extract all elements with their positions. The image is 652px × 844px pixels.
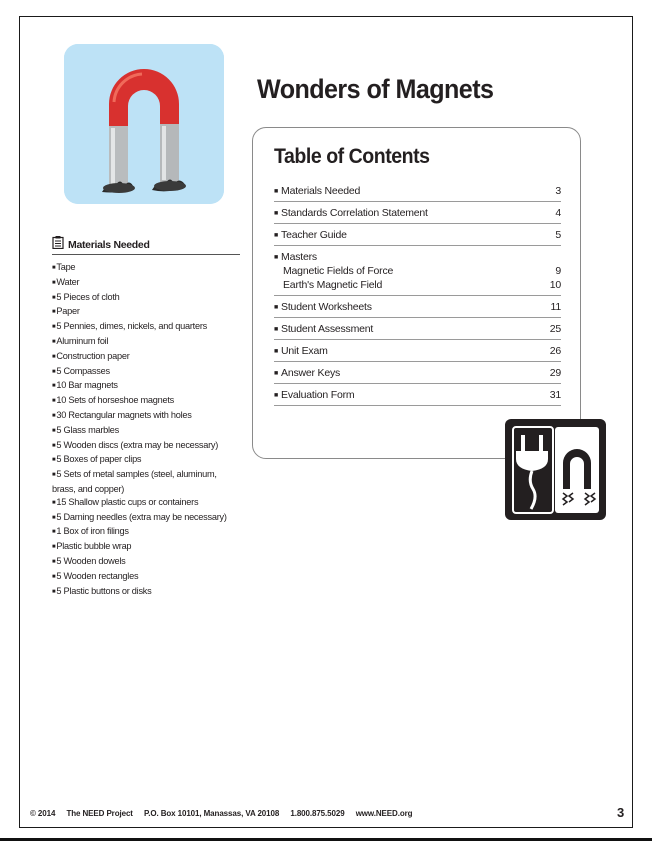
bullet-icon: ■	[274, 210, 279, 217]
toc-entry-label: Teacher Guide	[281, 229, 347, 241]
page-number: 3	[617, 805, 625, 820]
toc-entry[interactable]	[274, 366, 561, 384]
bullet-icon: ■	[52, 544, 56, 551]
materials-item-text: Paper	[56, 306, 80, 317]
bullet-icon: ■	[274, 304, 279, 311]
materials-section	[52, 237, 240, 599]
materials-item-text: Construction paper	[56, 350, 130, 361]
materials-list-item	[52, 453, 240, 468]
materials-item-text: 5 Pieces of cloth	[56, 291, 120, 302]
materials-item-text: 5 Boxes of paper clips	[56, 454, 142, 465]
footer	[30, 809, 421, 818]
toc-entry-label: Masters	[281, 251, 317, 263]
bullet-icon: ■	[52, 457, 56, 464]
horseshoe-magnet-icon	[64, 44, 224, 204]
footer-website-link[interactable]: www.NEED.org	[355, 809, 413, 818]
toc-entry[interactable]	[274, 184, 561, 202]
materials-item-text: Aluminum foil	[56, 335, 109, 346]
toc-entry[interactable]	[274, 206, 561, 224]
footer-copyright: © 2014	[30, 809, 56, 818]
materials-item-text: Tape	[56, 262, 76, 272]
plug-and-magnet-icon	[505, 419, 606, 520]
materials-list-item	[52, 394, 240, 409]
toc-entry-masters[interactable]	[274, 250, 561, 296]
toc-entry-page: 26	[549, 345, 561, 357]
materials-list-item	[52, 511, 240, 526]
bullet-icon: ■	[52, 279, 56, 286]
bullet-icon: ■	[52, 427, 56, 434]
toc-entry-label: Answer Keys	[281, 367, 341, 379]
toc-heading: Table of Contents	[274, 145, 430, 168]
bullet-icon: ■	[52, 309, 56, 316]
clipboard-icon	[52, 236, 64, 254]
materials-item-text: Plastic bubble wrap	[56, 541, 132, 552]
materials-list-item	[52, 291, 240, 306]
toc-entry-page: 29	[549, 367, 561, 379]
materials-list-item	[52, 555, 240, 570]
toc-entry-page: 5	[555, 229, 561, 241]
document-title: Wonders of Magnets	[257, 74, 494, 104]
toc-entry[interactable]	[274, 322, 561, 340]
footer-address: P.O. Box 10101, Manassas, VA 20108	[144, 809, 280, 818]
toc-entry[interactable]	[274, 388, 561, 406]
toc-entry-label: Student Assessment	[281, 323, 374, 335]
materials-list-item	[52, 585, 240, 600]
bullet-icon: ■	[274, 392, 279, 399]
bullet-icon: ■	[52, 472, 56, 479]
materials-list-item	[52, 350, 240, 365]
toc-subentry[interactable]	[274, 279, 561, 293]
materials-list-item	[52, 379, 240, 394]
bullet-icon: ■	[274, 188, 279, 195]
footer-phone: 1.800.875.5029	[290, 809, 345, 818]
toc-entry-label: Materials Needed	[281, 185, 361, 197]
bullet-icon: ■	[52, 529, 56, 536]
bullet-icon: ■	[52, 368, 56, 375]
toc-list	[274, 184, 561, 410]
bullet-icon: ■	[52, 499, 56, 506]
footer-org: The NEED Project	[66, 809, 133, 818]
materials-item-text: 5 Darning needles (extra may be necessary)	[56, 511, 227, 522]
bullet-icon: ■	[52, 265, 56, 271]
bullet-icon: ■	[52, 514, 56, 521]
bullet-icon: ■	[52, 294, 56, 301]
materials-item-text: 5 Wooden discs (extra may be necessary)	[56, 439, 219, 450]
toc-entry[interactable]	[274, 344, 561, 362]
bullet-icon: ■	[52, 383, 56, 390]
horseshoe-magnet-photo	[64, 44, 224, 204]
materials-item-text: 5 Plastic buttons or disks	[56, 585, 152, 596]
materials-list-item	[52, 276, 240, 291]
materials-list-item	[52, 261, 240, 276]
bullet-icon: ■	[274, 370, 279, 377]
bullet-icon: ■	[52, 324, 56, 331]
bullet-icon: ■	[52, 412, 56, 419]
bullet-icon: ■	[52, 398, 56, 405]
toc-subentry-page: 9	[555, 265, 561, 277]
materials-list-item	[52, 409, 240, 424]
materials-list-item	[52, 305, 240, 320]
bullet-icon: ■	[52, 442, 56, 449]
bullet-icon: ■	[274, 348, 279, 355]
toc-entry-page: 25	[549, 323, 561, 335]
materials-list-item	[52, 439, 240, 454]
toc-entry-label: Student Worksheets	[281, 301, 372, 313]
materials-heading: Materials Needed	[68, 238, 150, 251]
materials-item-text: 1 Box of iron filings	[56, 526, 129, 537]
materials-item-text: 15 Shallow plastic cups or containers	[56, 496, 199, 507]
materials-item-text: 5 Wooden rectangles	[56, 570, 139, 581]
toc-entry-label: Unit Exam	[281, 345, 328, 357]
toc-subentry[interactable]	[274, 265, 561, 279]
bullet-icon: ■	[274, 326, 279, 333]
bottom-rule	[0, 838, 652, 841]
materials-list-item	[52, 525, 240, 540]
materials-item-text: 5 Compasses	[56, 365, 110, 376]
bullet-icon: ■	[52, 558, 56, 565]
materials-item-text: Water	[56, 276, 80, 287]
materials-item-text: 5 Wooden dowels	[56, 555, 126, 566]
bullet-icon: ■	[52, 573, 56, 580]
toc-subentry-label: Earth's Magnetic Field	[283, 279, 383, 291]
toc-entry-page: 3	[555, 185, 561, 197]
bullet-icon: ■	[52, 338, 56, 345]
toc-entry[interactable]	[274, 228, 561, 246]
bullet-icon: ■	[52, 588, 56, 595]
toc-entry-label: Evaluation Form	[281, 389, 355, 401]
bullet-icon: ■	[274, 232, 279, 239]
toc-entry-page: 11	[550, 301, 561, 313]
materials-item-text: 10 Bar magnets	[56, 380, 118, 391]
materials-item-text-continued: brass, and copper)	[52, 483, 125, 494]
materials-item-text: 5 Glass marbles	[56, 424, 120, 435]
materials-list-item	[52, 540, 240, 555]
toc-entry-label: Standards Correlation Statement	[281, 207, 428, 219]
toc-subentry-page: 10	[549, 279, 561, 291]
materials-item-text: 10 Sets of horseshoe magnets	[56, 395, 174, 406]
toc-entry-page: 31	[549, 389, 561, 401]
materials-list-item	[52, 335, 240, 350]
materials-item-text: 30 Rectangular magnets with holes	[56, 409, 192, 420]
materials-list-item	[52, 320, 240, 335]
bullet-icon: ■	[52, 353, 56, 360]
materials-list-item	[52, 468, 240, 496]
materials-list-item	[52, 424, 240, 439]
bullet-icon: ■	[274, 254, 279, 261]
materials-header	[52, 237, 240, 255]
materials-list-item	[52, 496, 240, 511]
materials-list-item	[52, 570, 240, 585]
materials-item-text: 5 Pennies, dimes, nickels, and quarters	[56, 321, 207, 332]
materials-list	[52, 261, 240, 599]
toc-subentry-label: Magnetic Fields of Force	[283, 265, 394, 277]
toc-entry[interactable]	[274, 300, 561, 318]
materials-item-text: 5 Sets of metal samples (steel, aluminum,	[56, 469, 217, 480]
toc-entry-page: 4	[555, 207, 561, 219]
materials-list-item	[52, 365, 240, 380]
